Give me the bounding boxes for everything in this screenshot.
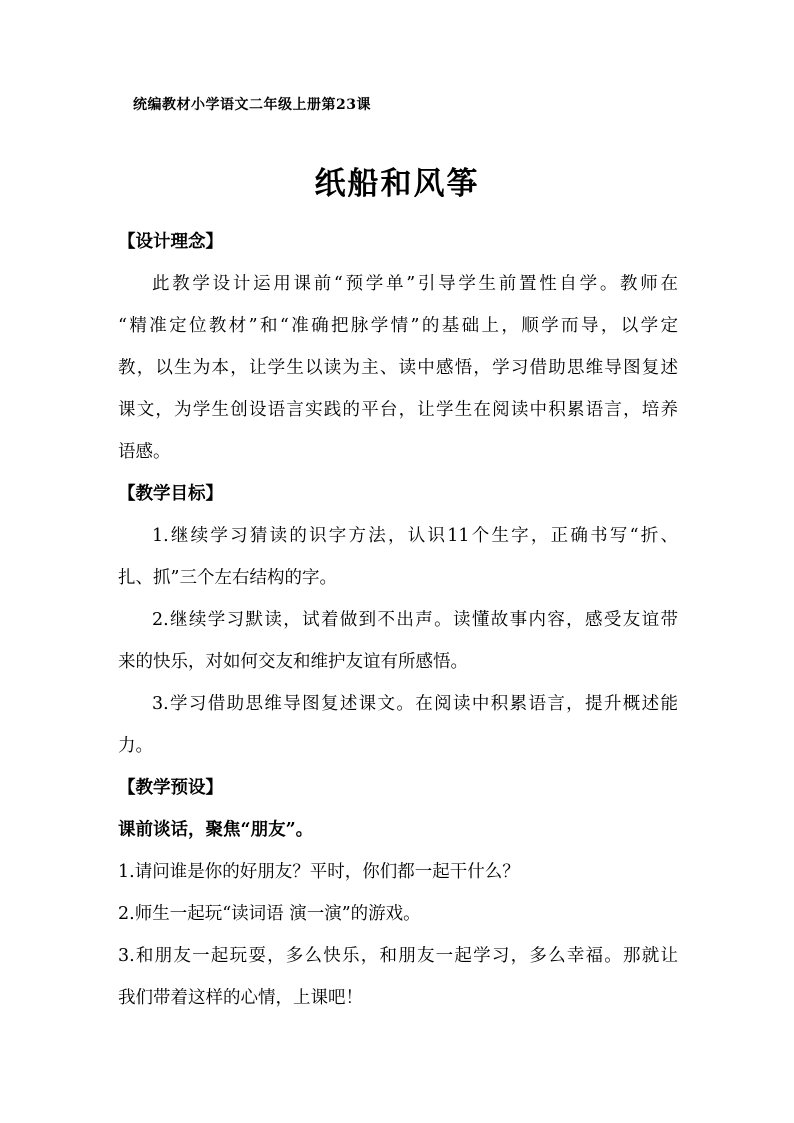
goal-item-line: 扎、抓”三个左右结构的字。 bbox=[118, 568, 337, 588]
plan-item-line: 3.和朋友一起玩耍，多么快乐，和朋友一起学习，多么幸福。那就让 bbox=[118, 946, 678, 966]
plan-subheading: 课前谈话，聚焦“朋友”。 bbox=[118, 820, 314, 840]
goal-item-line: 3.学习借助思维导图复述课文。在阅读中积累语言，提升概述能 bbox=[152, 694, 678, 714]
plan-item-line: 我们带着这样的心情，上课吧！ bbox=[118, 988, 363, 1008]
lesson-title: 纸船和风筝 bbox=[314, 166, 480, 202]
section-heading-teaching-plan: 【教学预设】 bbox=[118, 778, 223, 798]
paragraph-line: 教，以生为本，让学生以读为主、读中感悟，学习借助思维导图复述 bbox=[118, 358, 678, 378]
paragraph-line: “精准定位教材”和“准确把脉学情”的基础上，顺学而导，以学定 bbox=[118, 316, 678, 336]
section-heading-teaching-goals: 【教学目标】 bbox=[118, 484, 223, 504]
series-label: 统编教材小学语文二年级上册第23课 bbox=[133, 97, 371, 113]
goal-item-line: 2.继续学习默读，试着做到不出声。读懂故事内容，感受友谊带 bbox=[152, 610, 678, 630]
goal-item-line: 力。 bbox=[118, 736, 153, 756]
goal-item-line: 来的快乐，对如何交友和维护友谊有所感悟。 bbox=[118, 652, 468, 672]
paragraph-line: 语感。 bbox=[118, 442, 171, 462]
goal-item-line: 1.继续学习猜读的识字方法，认识11个生字，正确书写“折、 bbox=[152, 526, 678, 546]
section-heading-design-concept: 【设计理念】 bbox=[118, 232, 223, 252]
plan-item-line: 1.请问谁是你的好朋友？平时，你们都一起干什么？ bbox=[118, 862, 520, 882]
paragraph-line: 课文，为学生创设语言实践的平台，让学生在阅读中积累语言，培养 bbox=[118, 400, 678, 420]
plan-item-line: 2.师生一起玩“读词语 演一演”的游戏。 bbox=[118, 904, 421, 924]
paragraph-line: 此教学设计运用课前“预学单”引导学生前置性自学。教师在 bbox=[152, 274, 678, 294]
